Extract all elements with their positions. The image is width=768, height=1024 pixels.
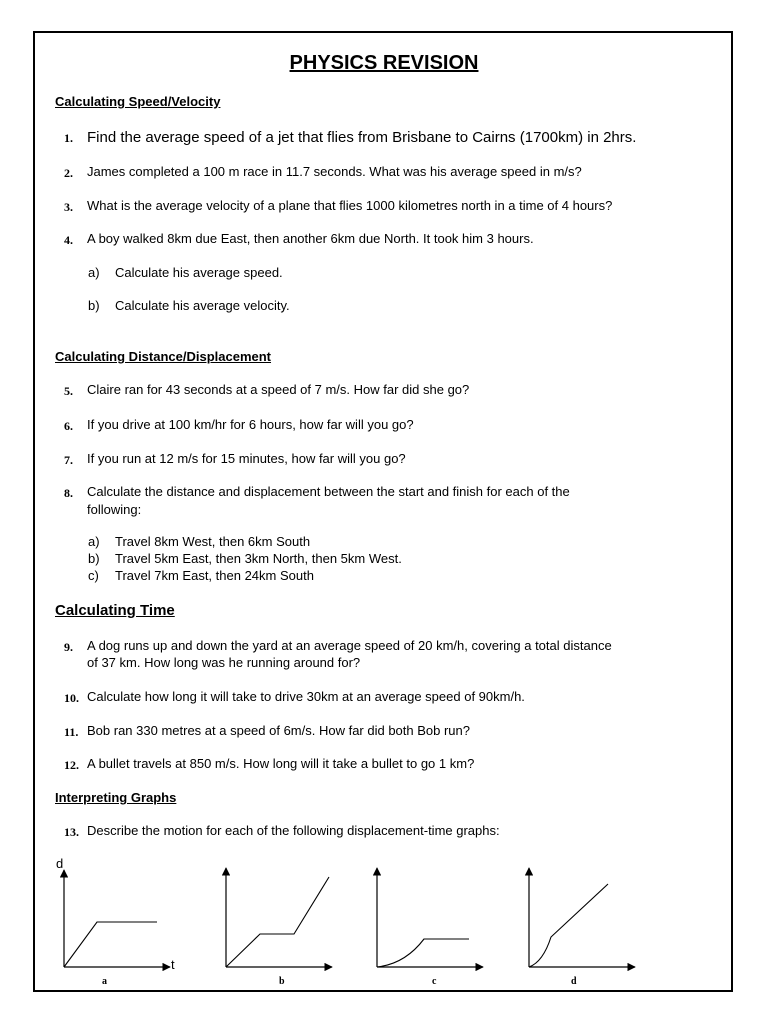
question-number: 8. [64, 486, 73, 500]
page-title: PHYSICS REVISION [289, 52, 479, 74]
sub-question-label: c) [88, 568, 99, 583]
x-axis-label: t [171, 957, 175, 972]
question-text: Calculate the distance and displacement between the start and finish for each of the [87, 484, 570, 499]
section-heading-graphs: Interpreting Graphs [55, 790, 177, 805]
question-number: 10. [64, 691, 79, 705]
question-text: Claire ran for 43 seconds at a speed of 7 m/s. How far did she go? [87, 382, 470, 397]
question-number: 13. [64, 825, 79, 839]
question-text: If you run at 12 m/s for 15 minutes, how far will you go? [87, 451, 406, 466]
sub-question-text: Calculate his average speed. [115, 265, 283, 280]
question-number: 11. [64, 725, 79, 739]
y-axis-label: d [56, 856, 64, 871]
question-text: A boy walked 8km due East, then another 6km due North. It took him 3 hours. [87, 231, 534, 246]
graph-label-d: d [571, 976, 577, 987]
question-number: 9. [64, 640, 73, 654]
sub-question-text: Travel 8km West, then 6km South [115, 534, 311, 549]
section-heading-time: Calculating Time [55, 602, 175, 619]
question-text: A dog runs up and down the yard at an average speed of 20 km/h, covering a total distance [87, 638, 612, 653]
question-text: What is the average velocity of a plane that flies 1000 kilometres north in a time of 4 hours? [87, 198, 613, 213]
graph-label-b: b [279, 976, 285, 987]
question-number: 2. [64, 166, 73, 180]
graph-label-a: a [102, 976, 107, 987]
question-number: 5. [64, 384, 73, 398]
sub-question-text: Calculate his average velocity. [115, 298, 290, 313]
sub-question-text: Travel 7km East, then 24km South [115, 568, 314, 583]
graph-d [529, 868, 635, 967]
question-text: James completed a 100 m race in 11.7 seconds. What was his average speed in m/s? [87, 164, 582, 179]
sub-question-text: Travel 5km East, then 3km North, then 5km West. [115, 551, 402, 566]
question-text: Calculate how long it will take to drive 30km at an average speed of 90km/h. [87, 689, 525, 704]
motion-curve-d [529, 884, 608, 967]
question-number: 12. [64, 758, 79, 772]
question-number: 4. [64, 233, 73, 247]
sub-question-label: a) [88, 265, 100, 280]
question-number: 7. [64, 453, 73, 467]
motion-line-a [64, 922, 157, 967]
question-number: 3. [64, 200, 73, 214]
sub-question-label: b) [88, 298, 100, 313]
question-number: 1. [64, 131, 73, 145]
sub-question-label: b) [88, 551, 100, 566]
graph-label-c: c [432, 976, 437, 987]
motion-line-b [226, 877, 329, 967]
question-text: Find the average speed of a jet that flies from Brisbane to Cairns (1700km) in 2hrs. [87, 129, 637, 146]
section-heading-speed: Calculating Speed/Velocity [55, 94, 221, 109]
question-text: A bullet travels at 850 m/s. How long will it take a bullet to go 1 km? [87, 756, 475, 771]
question-text: Describe the motion for each of the following displacement-time graphs: [87, 823, 500, 838]
question-text: If you drive at 100 km/hr for 6 hours, how far will you go? [87, 417, 414, 432]
graph-a [64, 870, 170, 967]
question-number: 6. [64, 419, 73, 433]
question-text-continued: following: [87, 502, 142, 517]
section-heading-distance: Calculating Distance/Displacement [55, 349, 272, 364]
question-text-continued: of 37 km. How long was he running around for? [87, 655, 361, 670]
graph-b [226, 868, 332, 967]
graph-c [377, 868, 483, 967]
sub-question-label: a) [88, 534, 100, 549]
motion-curve-c [377, 939, 469, 967]
question-text: Bob ran 330 metres at a speed of 6m/s. How far did both Bob run? [87, 723, 470, 738]
